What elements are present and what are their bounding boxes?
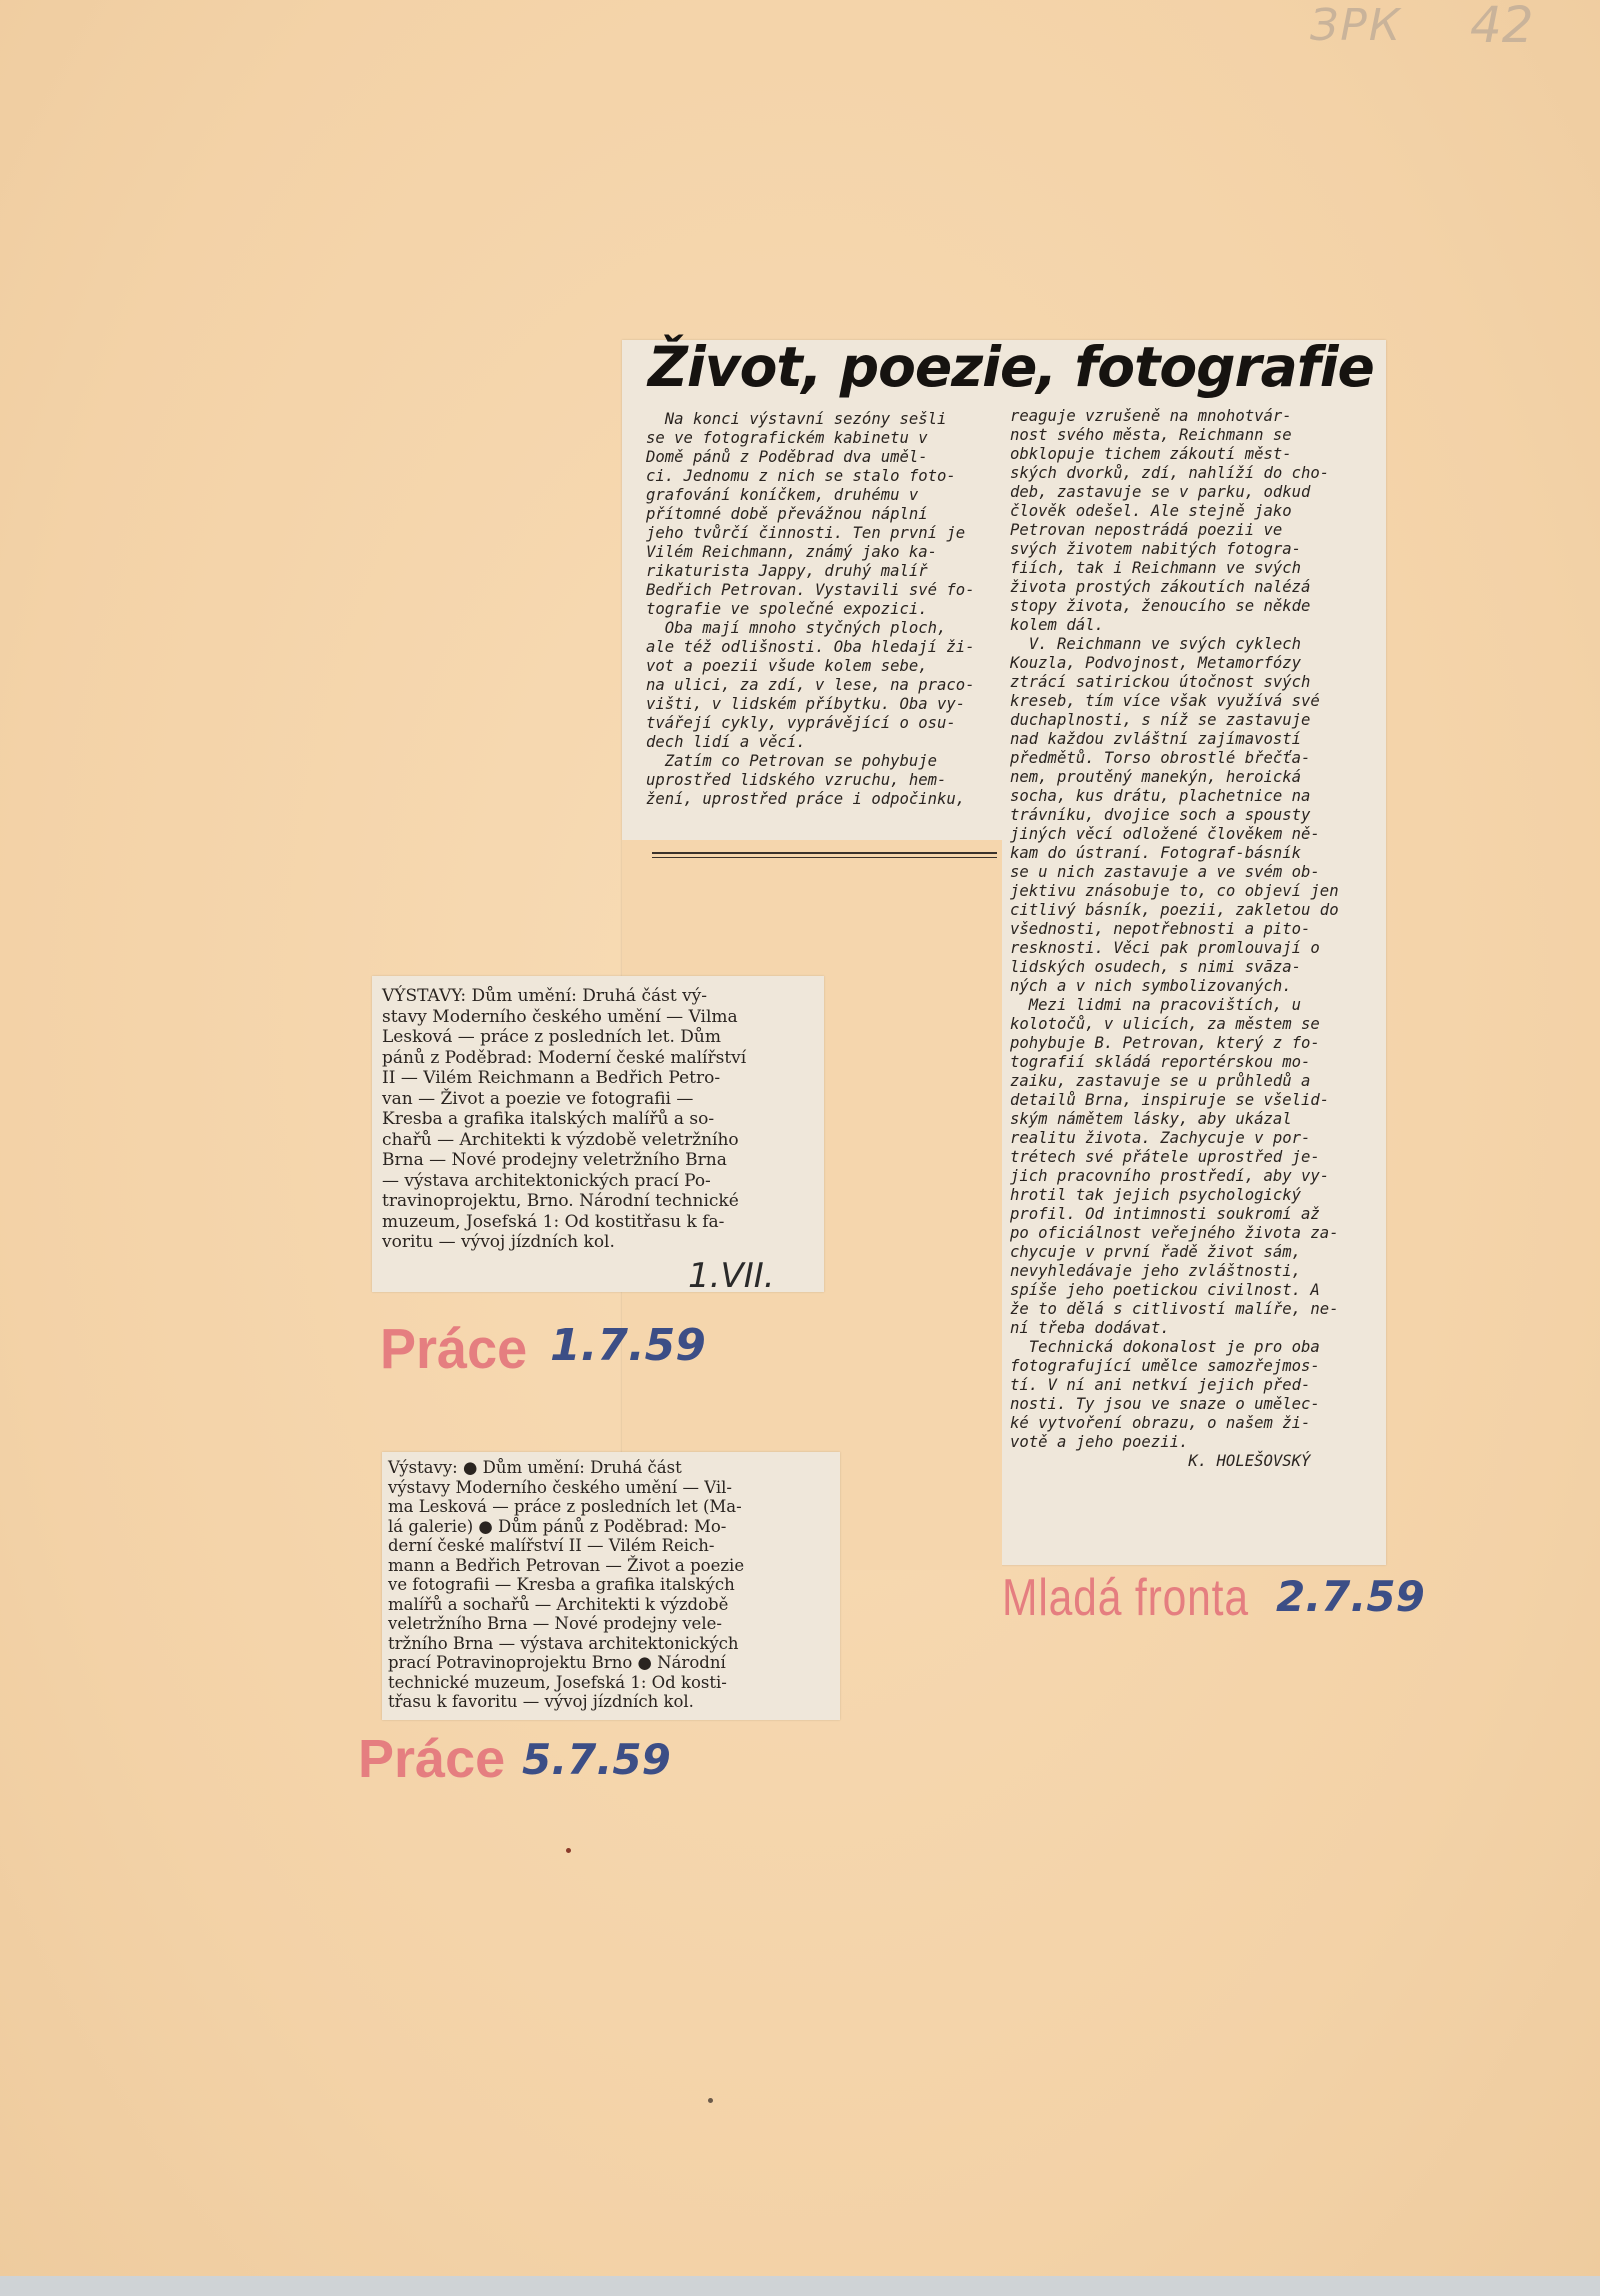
text-line: stavy Moderního českého umění — Vilma bbox=[382, 1006, 738, 1027]
text-line: nem, proutěný manekýn, heroická bbox=[1010, 768, 1302, 786]
text-line: rikaturista Jappy, druhý malíř bbox=[646, 562, 928, 580]
text-line: jiných věcí odložené člověkem ně- bbox=[1010, 825, 1320, 843]
text-line: Bedřich Petrovan. Vystavili své fo- bbox=[646, 581, 975, 599]
text-line: nevyhledávaje jeho zvláštnosti, bbox=[1010, 1262, 1302, 1280]
text-line: pánů z Poděbrad: Moderní české malířství bbox=[382, 1047, 747, 1068]
stamp-mlada-fronta: Mladá fronta bbox=[1002, 1569, 1249, 1627]
text-line: malířů a sochařů — Architekti k výzdobě bbox=[388, 1594, 729, 1614]
text-line: deb, zastavuje se v parku, odkud bbox=[1010, 483, 1311, 501]
text-line: Výstavy: ● Dům umění: Druhá část bbox=[388, 1458, 682, 1477]
text-line: ných a v nich symbolizovaných. bbox=[1010, 977, 1292, 995]
text-line: uprostřed lidského vzruchu, hem- bbox=[646, 771, 947, 789]
text-line: žení, uprostřed práce i odpočinku, bbox=[646, 790, 966, 808]
text-line: Domě pánů z Poděbrad dva uměl- bbox=[646, 448, 928, 466]
text-line: jektivu znásobuje to, co objeví jen bbox=[1010, 882, 1339, 900]
text-line: se ve fotografickém kabinetu v bbox=[646, 429, 928, 447]
text-line: lá galerie) ● Dům pánů z Poděbrad: Mo- bbox=[388, 1516, 727, 1536]
text-line: Oba mají mnoho styčných ploch, bbox=[646, 619, 947, 637]
paper-speck bbox=[566, 1848, 571, 1853]
text-line: chařů — Architekti k výzdobě veletržního bbox=[382, 1129, 739, 1150]
text-line: se u nich zastavuje a ve svém ob- bbox=[1010, 863, 1320, 881]
text-line: Zatím co Petrovan se pohybuje bbox=[646, 752, 938, 770]
text-line: Lesková — práce z posledních let. Dům bbox=[382, 1027, 721, 1047]
text-line: trétech své přátele uprostřed je- bbox=[1010, 1148, 1320, 1166]
text-line: chycuje v první řadě život sám, bbox=[1010, 1243, 1302, 1261]
text-line: kam do ústraní. Fotograf-básník bbox=[1010, 844, 1302, 862]
text-line: přítomné době převážnou náplní bbox=[646, 505, 928, 523]
text-line: trávníku, dvojice soch a spousty bbox=[1010, 806, 1311, 824]
text-line: Kouzla, Podvojnost, Metamorfózy bbox=[1010, 654, 1302, 672]
scanner-edge bbox=[0, 2276, 1600, 2296]
text-line: ve fotografii — Kresba a grafika italských bbox=[388, 1575, 735, 1594]
handwritten-date-listing-1: 1.VII. bbox=[688, 1256, 775, 1296]
handwritten-date-mlada-fronta: 2.7.59 bbox=[1276, 1572, 1425, 1621]
handwritten-date-prace-1: 1.7.59 bbox=[550, 1320, 706, 1371]
text-line: kolem dál. bbox=[1010, 616, 1104, 634]
text-line: reaguje vzrušeně na mnohotvár- bbox=[1010, 407, 1292, 425]
text-line: nad každou zvláštní zajímavostí bbox=[1010, 730, 1302, 748]
text-line: II — Vilém Reichmann a Bedřich Petro- bbox=[382, 1068, 721, 1088]
column-rule bbox=[652, 852, 997, 854]
text-line: citlivý básník, poezii, zakletou do bbox=[1010, 901, 1339, 919]
text-line: ci. Jednomu z nich se stalo foto- bbox=[646, 467, 956, 485]
text-line: travinoprojektu, Brno. Národní technické bbox=[382, 1191, 739, 1211]
text-line: lidských osudech, s nimi svāza- bbox=[1010, 958, 1302, 976]
text-line: kolotočů, v ulicích, za městem se bbox=[1010, 1015, 1320, 1033]
text-line: předmětů. Torso obrostlé břečťa- bbox=[1010, 749, 1311, 767]
exhibition-listing-1 bbox=[382, 986, 746, 1253]
text-line: ztrácí satirickou útočnost svých bbox=[1010, 673, 1311, 691]
text-line: van — Život a poezie ve fotografii — bbox=[382, 1088, 694, 1109]
text-line: ským námětem lásky, aby ukázal bbox=[1010, 1110, 1292, 1128]
text-line: Technická dokonalost je pro oba bbox=[1010, 1338, 1320, 1356]
article-headline: Život, poezie, fotografie bbox=[648, 335, 1374, 399]
text-line: derní české malířství II — Vilém Reich- bbox=[388, 1536, 715, 1555]
text-line: detailů Brna, inspiruje se všelid- bbox=[1010, 1091, 1330, 1109]
text-line: K. HOLEŠOVSKÝ bbox=[1010, 1452, 1311, 1470]
text-line: po oficiálnost veřejného života za- bbox=[1010, 1224, 1339, 1242]
handwritten-date-prace-2: 5.7.59 bbox=[522, 1735, 671, 1784]
text-line: tografií skládá reportérskou mo- bbox=[1010, 1053, 1311, 1071]
text-line: svých životem nabitých fotogra- bbox=[1010, 540, 1302, 558]
text-line: višti, v lidském příbytku. Oba vy- bbox=[646, 695, 966, 713]
text-line: výstavy Moderního českého umění — Vil- bbox=[388, 1477, 732, 1497]
text-line: nost svého města, Reichmann se bbox=[1010, 426, 1292, 444]
text-line: Vilém Reichmann, známý jako ka- bbox=[646, 543, 938, 561]
text-line: kreseb, tím více však využívá své bbox=[1010, 692, 1320, 710]
text-line: stopy života, ženoucího se někde bbox=[1010, 597, 1311, 615]
text-line: pohybuje B. Petrovan, který z fo- bbox=[1010, 1034, 1320, 1052]
text-line: ma Lesková — práce z posledních let (Ma- bbox=[388, 1497, 742, 1516]
text-line: ní třeba dodávat. bbox=[1010, 1319, 1170, 1337]
text-line: zaiku, zastavuje se u průhledů a bbox=[1010, 1072, 1311, 1090]
text-line: fiích, tak i Reichmann ve svých bbox=[1010, 559, 1302, 577]
text-line: všednosti, nepotřebnosti a pito- bbox=[1010, 920, 1311, 938]
text-line: V. Reichmann ve svých cyklech bbox=[1010, 635, 1302, 653]
text-line: ských dvorků, zdí, nahlíží do cho- bbox=[1010, 464, 1330, 482]
text-line: vot a poezii všude kolem sebe, bbox=[646, 657, 928, 675]
text-line: tvářejí cykly, vyprávějící o osu- bbox=[646, 714, 956, 732]
text-line: duchaplnosti, s níž se zastavuje bbox=[1010, 711, 1311, 729]
text-line: Mezi lidmi na pracovištích, u bbox=[1010, 996, 1302, 1014]
article-right-column bbox=[1010, 407, 1339, 1471]
text-line: votě a jeho poezii. bbox=[1010, 1433, 1189, 1451]
text-line: ké vytvoření obrazu, o našem ži- bbox=[1010, 1414, 1311, 1432]
stamp-prace-1: Práce bbox=[380, 1317, 528, 1381]
text-line: třasu k favoritu — vývoj jízdních kol. bbox=[388, 1692, 694, 1711]
text-line: veletržního Brna — Nové prodejny vele- bbox=[388, 1614, 722, 1633]
text-line: spíše jeho poetickou civilnost. A bbox=[1010, 1281, 1320, 1299]
text-line: tržního Brna — výstava architektonických bbox=[388, 1633, 739, 1653]
text-line: člověk odešel. Ale stejně jako bbox=[1010, 502, 1292, 520]
text-line: že to dělá s citlivostí malíře, ne- bbox=[1010, 1300, 1339, 1318]
text-line: voritu — vývoj jízdních kol. bbox=[382, 1232, 615, 1252]
text-line: jeho tvůrčí činnosti. Ten první je bbox=[646, 524, 966, 542]
text-line: tografie ve společné expozici. bbox=[646, 600, 928, 618]
text-line: na ulici, za zdí, v lese, na praco- bbox=[646, 676, 975, 694]
text-line: muzeum, Josefská 1: Od kostitřasu k fa- bbox=[382, 1211, 725, 1232]
text-line: tí. V ní ani netkví jejich před- bbox=[1010, 1376, 1311, 1394]
text-line: hrotil tak jejich psychologický bbox=[1010, 1186, 1302, 1204]
text-line: fotografující umělce samozřejmos- bbox=[1010, 1357, 1320, 1375]
text-line: obklopuje tichem zákoutí měst- bbox=[1010, 445, 1292, 463]
archive-number: 42 bbox=[1470, 0, 1534, 54]
text-line: nosti. Ty jsou ve snaze o umělec- bbox=[1010, 1395, 1320, 1413]
text-line: grafování koníčkem, druhému v bbox=[646, 486, 919, 504]
text-line: VÝSTAVY: Dům umění: Druhá část vý- bbox=[382, 986, 708, 1006]
text-line: Kresba a grafika italských malířů a so- bbox=[382, 1109, 715, 1129]
text-line: Petrovan nepostrádá poezii ve bbox=[1010, 521, 1283, 539]
text-line: dech lidí a věcí. bbox=[646, 733, 806, 751]
text-line: socha, kus drátu, plachetnice na bbox=[1010, 787, 1311, 805]
text-line: — výstava architektonických prací Po- bbox=[382, 1170, 711, 1191]
text-line: prací Potravinoprojektu Brno ● Národní bbox=[388, 1653, 726, 1672]
article-left-column bbox=[646, 410, 975, 809]
text-line: Na konci výstavní sezóny sešli bbox=[646, 410, 947, 428]
text-line: jich pracovního prostředí, aby vy- bbox=[1010, 1167, 1330, 1185]
text-line: realitu života. Zachycuje v por- bbox=[1010, 1129, 1311, 1147]
stamp-prace-2: Práce bbox=[358, 1729, 506, 1789]
text-line: života prostých zákoutích nalézá bbox=[1010, 578, 1311, 596]
column-rule-thin bbox=[652, 857, 997, 858]
text-line: Brna — Nové prodejny veletržního Brna bbox=[382, 1150, 727, 1170]
text-line: ale též odlišnosti. Oba hledají ži- bbox=[646, 638, 975, 656]
text-line: resknosti. Věci pak promlouvají o bbox=[1010, 939, 1320, 957]
archive-mark: ЗРК bbox=[1310, 0, 1402, 51]
text-line: technické muzeum, Josefská 1: Od kosti- bbox=[388, 1672, 727, 1692]
exhibition-listing-2 bbox=[388, 1458, 744, 1712]
paper-speck bbox=[708, 2098, 713, 2103]
text-line: mann a Bedřich Petrovan — Život a poezie bbox=[388, 1555, 745, 1575]
text-line: profil. Od intimnosti soukromí až bbox=[1010, 1205, 1320, 1223]
